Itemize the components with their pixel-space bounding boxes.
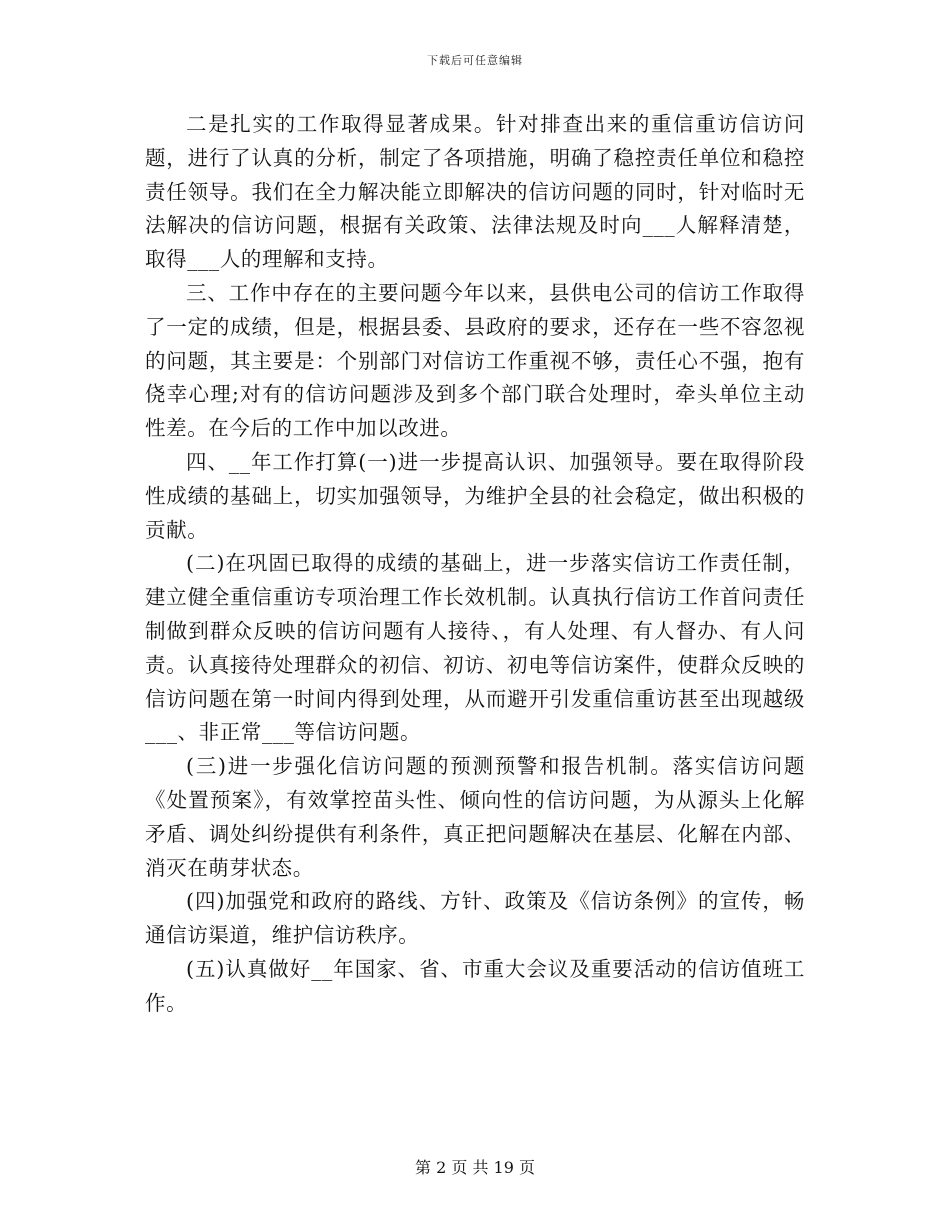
paragraph-plan-three: (三)进一步强化信访问题的预测预警和报告机制。落实信访问题《处置预案》，有效掌控苗头性、倾向性的信访问题，为从源头上化解矛盾、调处纠纷提供有利条件，真正把问题解决在基层、化解在内部、消灭在萌芽状态。: [145, 754, 805, 880]
paragraph-achievements: 二是扎实的工作取得显著成果。针对排查出来的重信重访信访问题，进行了认真的分析，制定了各项措施，明确了稳控责任单位和稳控责任领导。我们在全力解决能立即解决的信访问题的同时，针对临时无法解决的信访问题，根据有关政策、法律法规及时向___人解释清楚，取得___人的理解和支持。: [145, 112, 805, 272]
document-body: [145, 108, 805, 1021]
paragraph-plan-five: (五)认真做好__年国家、省、市重大会议及重要活动的信访值班工作。: [145, 956, 805, 1015]
paragraph-plan-two: (二)在巩固已取得的成绩的基础上，进一步落实信访工作责任制，建立健全重信重访专项治理工作长效机制。认真执行信访工作首问责任制做到群众反映的信访问题有人接待、，有人处理、有人督办、有人问责。认真接待处理群众的初信、初访、初电等信访案件，使群众反映的信访问题在第一时间内得到处理，从而避开引发重信重访甚至出现越级___、非正常___等信访问题。: [145, 551, 805, 745]
paragraph-plan-four: (四)加强党和政府的路线、方针、政策及《信访条例》的宣传，畅通信访渠道，维护信访秩序。: [145, 889, 805, 948]
paragraph-plan-one: 四、__年工作打算(一)进一步提高认识、加强领导。要在取得阶段性成绩的基础上，切实加强领导，为维护全县的社会稳定，做出积极的贡献。: [145, 449, 805, 542]
page-header-note: 下载后可任意编辑: [427, 54, 523, 67]
paragraph-problems: 三、工作中存在的主要问题今年以来，县供电公司的信访工作取得了一定的成绩，但是，根据县委、县政府的要求，还存在一些不容忽视的问题，其主要是：个别部门对信访工作重视不够，责任心不强，抱有侥幸心理;对有的信访问题涉及到多个部门联合处理时，牵头单位主动性差。在今后的工作中加以改进。: [145, 280, 805, 441]
page-number: 第 2 页 共 19 页: [415, 1158, 535, 1177]
